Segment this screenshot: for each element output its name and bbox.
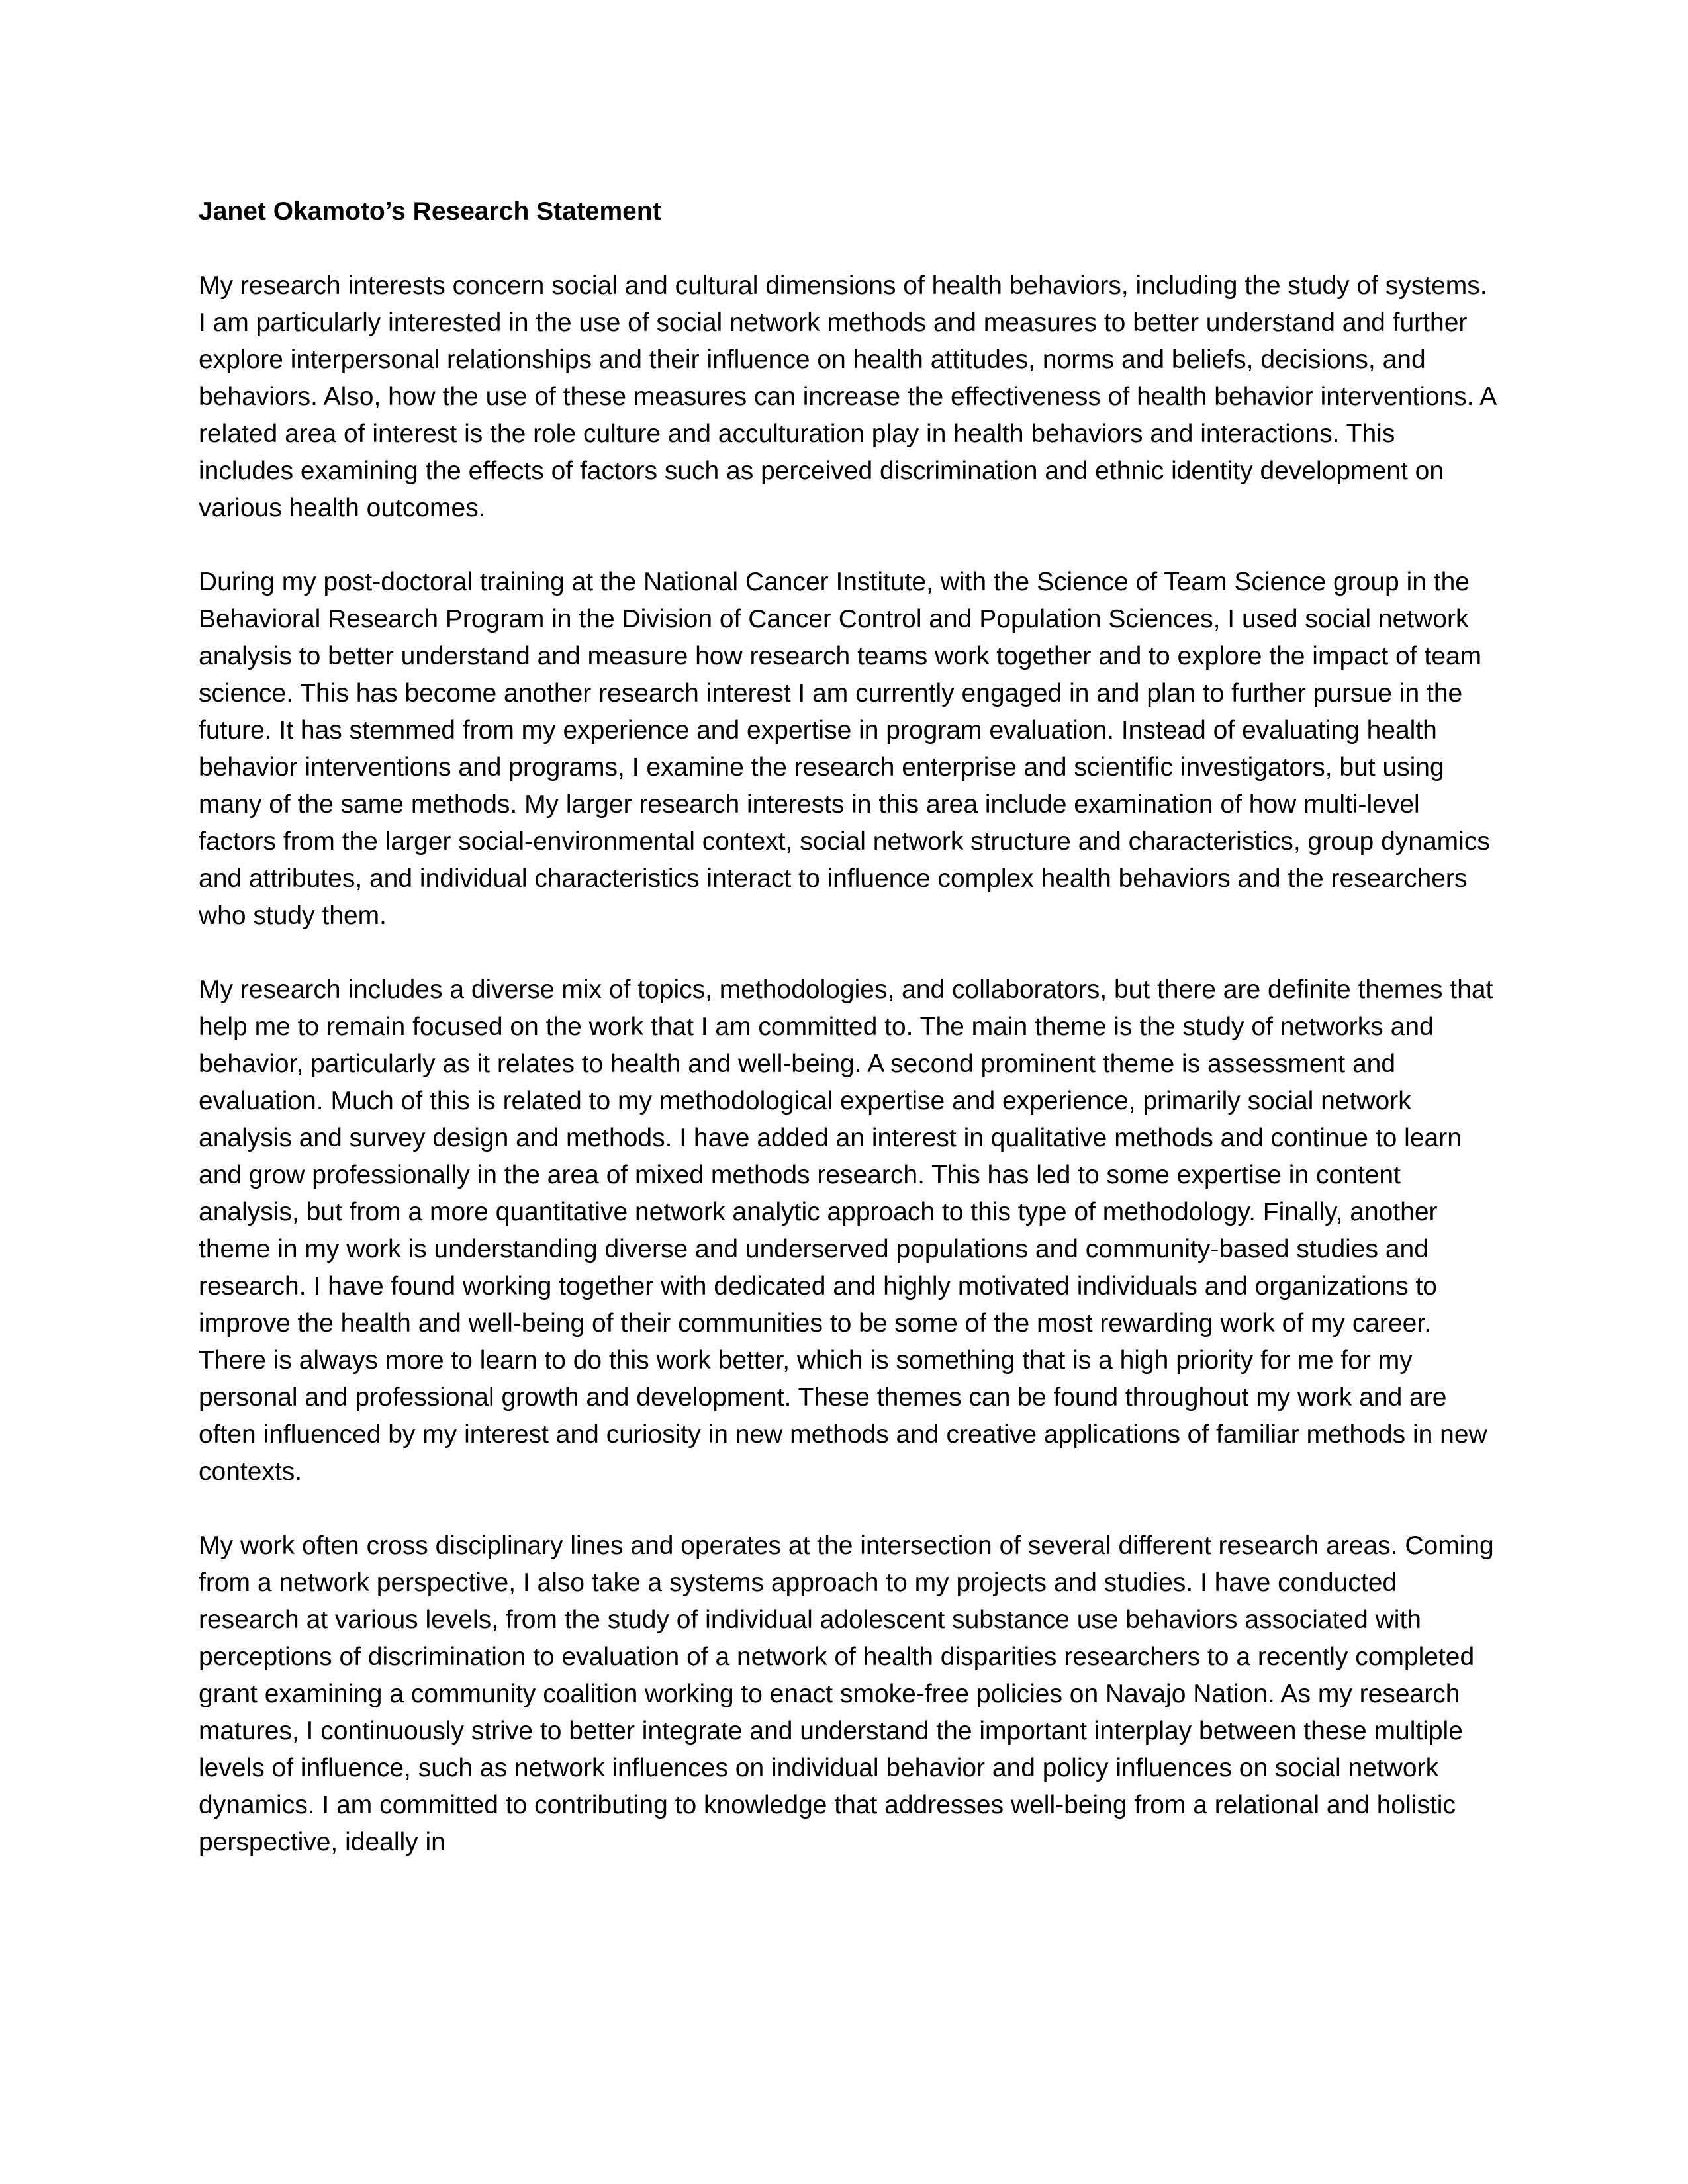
paragraph-postdoc-training: During my post-doctoral training at the National Cancer Institute, with the Science of Team Science group in the Behavioral Research Program in the Division of Cancer Control and Population Sciences, I used social network analysis to better understand and measure how research teams work together and to explore the impact of team science. This has become another research interest I am currently engaged in and plan to further pursue in the future. It has stemmed from my experience and expertise in program evaluation. Instead of evaluating health behavior interventions and programs, I examine the research enterprise and scientific investigators, but using many of the same methods. My larger research interests in this area include examination of how multi-level factors from the larger social-environmental context, social network structure and characteristics, group dynamics and attributes, and individual characteristics interact to influence complex health behaviors and the researchers who study them. <box>199 568 1490 930</box>
document-title: Janet Okamoto’s Research Statement <box>199 197 661 226</box>
document-body <box>199 193 1496 1861</box>
paragraph-research-interests: My research interests concern social and cultural dimensions of health behaviors, including the study of systems. I am particularly interested in the use of social network methods and measures to better understand and further explore interpersonal relationships and their influence on health attitudes, norms and beliefs, decisions, and behaviors. Also, how the use of these measures can increase the effectiveness of health behavior interventions. A related area of interest is the role culture and acculturation play in health behaviors and interactions. This includes examining the effects of factors such as perceived discrimination and ethnic identity development on various health outcomes. <box>199 271 1496 522</box>
paragraph-research-themes: My research includes a diverse mix of topics, methodologies, and collaborators, but there are definite themes that help me to remain focused on the work that I am committed to. The main theme is the study of networks and behavior, particularly as it relates to health and well-being. A second prominent theme is assessment and evaluation. Much of this is related to my methodological expertise and experience, primarily social network analysis and survey design and methods. I have added an interest in qualitative methods and continue to learn and grow professionally in the area of mixed methods research. This has led to some expertise in content analysis, but from a more quantitative network analytic approach to this type of methodology. Finally, another theme in my work is understanding diverse and underserved populations and community-based studies and research. I have found working together with dedicated and highly motivated individuals and organizations to improve the health and well-being of their communities to be some of the most rewarding work of my career. There is always more to learn to do this work better, which is something that is a high priority for me for my personal and professional growth and development. These themes can be found throughout my work and are often influenced by my interest and curiosity in new methods and creative applications of familiar methods in new contexts. <box>199 976 1493 1486</box>
paragraph-interdisciplinary-work: My work often cross disciplinary lines and operates at the intersection of several different research areas. Coming from a network perspective, I also take a systems approach to my projects and studies. I have conducted research at various levels, from the study of individual adolescent substance use behaviors associated with perceptions of discrimination to evaluation of a network of health disparities researchers to a recently completed grant examining a community coalition working to enact smoke-free policies on Navajo Nation. As my research matures, I continuously strive to better integrate and understand the important interplay between these multiple levels of influence, such as network influences on individual behavior and policy influences on social network dynamics. I am committed to contributing to knowledge that addresses well-being from a relational and holistic perspective, ideally in <box>199 1531 1494 1856</box>
